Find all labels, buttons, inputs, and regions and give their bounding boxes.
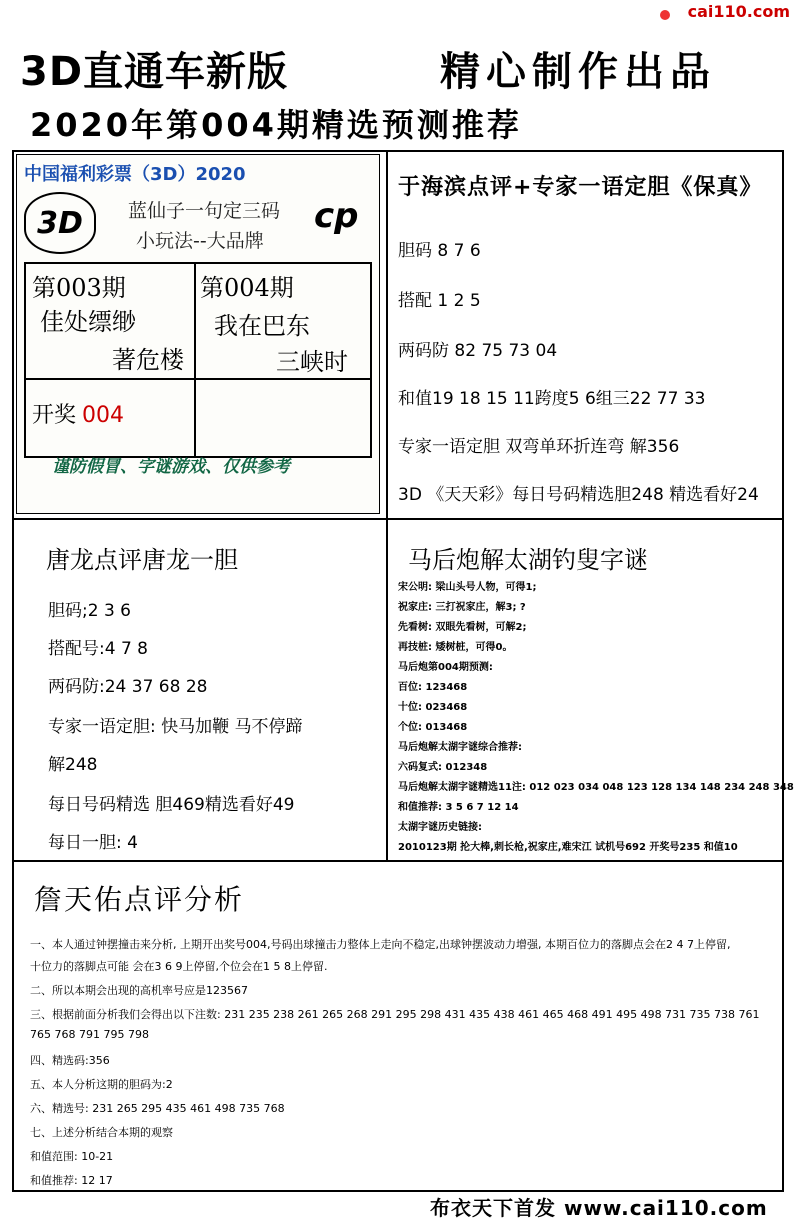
mid-right-line: 马后炮解太湖字谜综合推荐: <box>398 742 522 753</box>
top-right-line: 和值19 18 15 11跨度5 6组三22 77 33 <box>398 389 706 409</box>
mid-left-line: 每日号码精选 胆469精选看好49 <box>48 795 295 815</box>
page-subtitle: 2020年第004期精选预测推荐 <box>30 106 522 144</box>
mid-right-line: 祝家庄: 三打祝家庄，解3; ? <box>398 602 526 613</box>
bottom-line: 四、精选码:356 <box>30 1054 110 1067</box>
mid-left-line: 专家一语定胆: 快马加鞭 马不停蹄 <box>48 717 303 737</box>
bottom-line: 十位力的落脚点可能 会在3 6 9上停留,个位会在1 5 8上停留. <box>30 960 328 973</box>
mid-right-line: 再技桩: 矮树桩，可得0。 <box>398 642 513 653</box>
top-right-line: 专家一语定胆 双弯单环折连弯 解356 <box>398 437 680 457</box>
cur-riddle-line-1: 我在巴东 <box>214 312 310 340</box>
bottom-line: 五、本人分析这期的胆码为:2 <box>30 1078 173 1091</box>
mid-right-title: 马后炮解太湖钓叟字谜 <box>408 546 648 574</box>
top-right-line: 3D 《天天彩》每日号码精选胆248 精选看好24 <box>398 485 759 505</box>
bottom-title: 詹天佑点评分析 <box>34 883 245 916</box>
prev-riddle-line-2: 著危楼 <box>112 346 184 374</box>
mid-right-line: 2010123期 抡大棒,刺长枪,祝家庄,难宋江 试机号692 开奖号235 和值10 <box>398 842 738 853</box>
mid-left-line: 解248 <box>48 755 98 775</box>
mid-left-line: 每日一胆: 4 <box>48 833 138 853</box>
top-right-title: 于海滨点评+专家一语定胆《保真》 <box>398 175 763 200</box>
mid-left-line: 胆码;2 3 6 <box>48 601 131 621</box>
bottom-line: 765 768 791 795 798 <box>30 1028 149 1041</box>
cp-logo-icon: cp <box>314 196 359 236</box>
mid-right-line: 马后炮解太湖字谜精选11注: 012 023 034 048 123 128 134 148 234 248 348 <box>398 782 794 793</box>
riddle-grid-hline <box>24 378 372 380</box>
mid-right-line: 太湖字谜历史链接: <box>398 822 482 833</box>
divider-horizontal-2 <box>12 860 784 862</box>
top-bar <box>0 0 800 28</box>
prev-riddle-line-1: 佳处缥缈 <box>40 308 136 336</box>
draw-value: 004 <box>82 403 125 428</box>
lottery-panel-head: 中国福利彩票（3D）2020 <box>24 164 246 185</box>
mid-right-line: 马后炮第004期预测: <box>398 662 493 673</box>
mid-left-line: 搭配号:4 7 8 <box>48 639 148 659</box>
bottom-line: 六、精选号: 231 265 295 435 461 498 735 768 <box>30 1102 285 1115</box>
lottery-slogan-1: 蓝仙子一句定三码 <box>128 200 281 222</box>
footer-text[interactable]: 布衣天下首发 www.cai110.com <box>430 1196 768 1220</box>
cur-issue-label: 第004期 <box>200 274 294 302</box>
bottom-line: 三、根据前面分析我们会得出以下注数: 231 235 238 261 265 268 291 295 298 431 435 438 461 465 468 491 495 498 731 735 738 761 <box>30 1008 760 1021</box>
mid-right-line: 先看树: 双眼先看树，可解2; <box>398 622 527 633</box>
draw-label: 开奖 <box>32 403 77 428</box>
bottom-line: 和值范围: 10-21 <box>30 1150 114 1163</box>
mid-right-line: 百位: 123468 <box>398 682 468 693</box>
bottom-line: 一、本人通过钟摆撞击来分析, 上期开出奖号004,号码出球撞击力整体上走向不稳定,出球钟摆波动力增强, 本期百位力的落脚点会在2 4 7上停留, <box>30 938 731 951</box>
lottery-slogan-2: 小玩法--大品牌 <box>136 230 264 252</box>
3d-logo-icon: 3D <box>24 192 96 254</box>
warning-text: 谨防假冒、字谜游戏、仅供参考 <box>52 457 290 477</box>
page-title-left: 3D直通车新版 <box>20 49 289 95</box>
top-right-line: 搭配 1 2 5 <box>398 291 481 311</box>
mid-right-line: 个位: 013468 <box>398 722 468 733</box>
mid-right-line: 和值推荐: 3 5 6 7 12 14 <box>398 802 519 813</box>
mid-right-line: 十位: 023468 <box>398 702 468 713</box>
site-logo-icon <box>660 10 670 20</box>
mid-left-line: 两码防:24 37 68 28 <box>48 677 208 697</box>
cur-riddle-line-2: 三峡时 <box>276 348 348 376</box>
mid-right-line: 六码复式: 012348 <box>398 762 488 773</box>
mid-left-title: 唐龙点评唐龙一胆 <box>46 546 238 574</box>
mid-right-line: 宋公明: 梁山头号人物，可得1; <box>398 582 537 593</box>
top-right-line: 两码防 82 75 73 04 <box>398 341 558 361</box>
site-tag[interactable]: cai110.com <box>687 2 790 21</box>
divider-vertical <box>386 150 388 860</box>
bottom-line: 和值推荐: 12 17 <box>30 1174 113 1187</box>
top-right-line: 胆码 8 7 6 <box>398 241 481 261</box>
page-title-right: 精心制作出品 <box>440 49 716 95</box>
bottom-line: 二、所以本期会出现的高机率号应是123567 <box>30 984 248 997</box>
draw-result <box>32 398 124 429</box>
prev-issue-label: 第003期 <box>32 274 126 302</box>
divider-horizontal-1 <box>12 518 784 520</box>
bottom-line: 七、上述分析结合本期的观察 <box>30 1126 173 1139</box>
riddle-grid-vline <box>194 262 196 458</box>
